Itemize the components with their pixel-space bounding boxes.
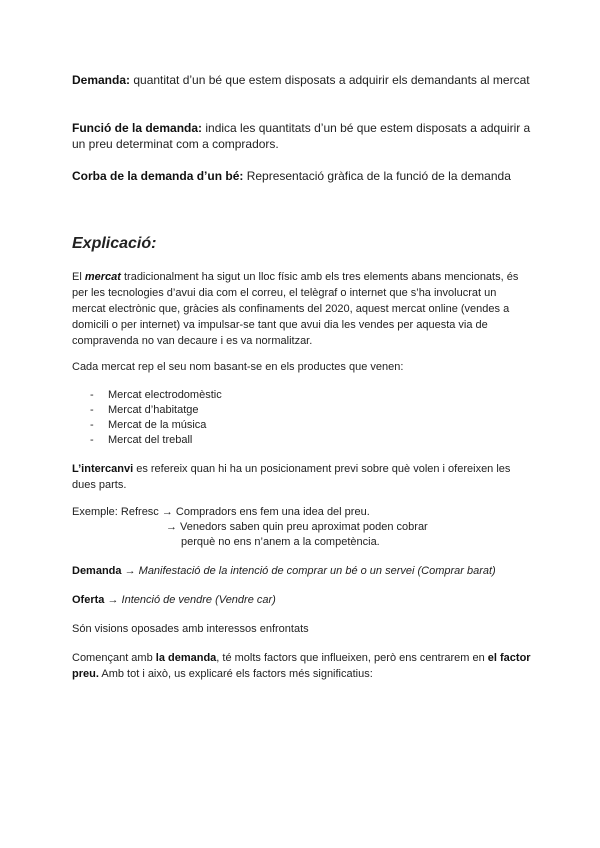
list-item: - Mercat de la música xyxy=(72,418,532,433)
paragraph-comencant xyxy=(72,650,532,682)
term-funcio-demanda: Funció de la demanda: xyxy=(72,121,203,135)
paragraph-intercanvi-text: es refereix quan hi ha un posicionament previ sobre què volen i ofereixen les dues parts. xyxy=(72,463,511,491)
definition-corba-demanda xyxy=(72,168,552,184)
term-la-demanda: la demanda xyxy=(155,652,217,664)
paragraph-comencant-mid: , té molts factors que influeixen, però ens centrarem en xyxy=(216,652,488,664)
term-demanda-2: Demanda xyxy=(72,565,122,577)
term-demanda: Demanda: xyxy=(72,73,131,87)
example-line-3: perquè no ens n’anem a la competència. xyxy=(181,536,380,548)
line-oferta xyxy=(72,592,532,608)
paragraph-visions: Són visions oposades amb interessos enfrontats xyxy=(72,623,309,635)
definition-funcio-demanda xyxy=(72,120,532,152)
definition-funcio-text: indica les quantitats d’un bé que estem disposats a adquirir a un preu determinat com a compradors. xyxy=(72,121,531,151)
section-heading-explicacio: Explicació: xyxy=(72,235,157,252)
definition-corba-text: Representació gràfica de la funció de la demanda xyxy=(243,169,511,183)
paragraph-mercat xyxy=(72,269,532,349)
paragraph-mercat-pre: El xyxy=(72,271,85,283)
list-item: - Mercat d’habitatge xyxy=(72,403,532,418)
demanda-description: Manifestació de la intenció de comprar un bé o un servei (Comprar barat) xyxy=(138,565,496,577)
term-corba-demanda: Corba de la demanda d’un bé: xyxy=(72,169,244,183)
example-line-2: → Venedors saben quin preu aproximat poden cobrar xyxy=(166,521,428,533)
term-oferta: Oferta xyxy=(72,594,105,606)
paragraph-comencant-pre: Començant amb xyxy=(72,652,156,664)
list-item: - Mercat electrodomèstic xyxy=(72,388,532,403)
line-demanda xyxy=(72,563,532,579)
list-item: - Mercat del treball xyxy=(72,433,532,448)
oferta-description: Intenció de vendre (Vendre car) xyxy=(121,594,276,606)
term-intercanvi: L’intercanvi xyxy=(72,463,134,475)
definition-demanda xyxy=(72,72,532,88)
paragraph-intercanvi xyxy=(72,461,532,493)
example-line-1: Exemple: Refresc → Compradors ens fem una idea del preu. xyxy=(72,506,370,518)
paragraph-mercat-text: tradicionalment ha sigut un lloc físic amb els tres elements abans mencionats, és per les tecnologies d’avui dia com el correu, el telègraf o internet que s’ha involucrat un mercat electrònic que, gràcies als confinaments del 2020, aquest mercat online (vendes a domicili o per internet) va impulsar-se tant que avui dia les vendes per aquesta via de compravenda no van decaure i es va normalitzar. xyxy=(72,271,519,347)
term-factor-preu: el factor preu. xyxy=(72,652,531,680)
arrow: → xyxy=(121,565,139,577)
arrow: → xyxy=(104,594,122,606)
paragraph-comencant-post: Amb tot i això, us explicaré els factors més significatius: xyxy=(98,668,373,680)
term-mercat: mercat xyxy=(84,271,121,283)
definition-demanda-text: quantitat d’un bé que estem disposats a adquirir els demandants al mercat xyxy=(130,73,530,87)
paragraph-cada-mercat: Cada mercat rep el seu nom basant-se en els productes que venen: xyxy=(72,361,404,373)
market-types-list xyxy=(72,388,532,448)
